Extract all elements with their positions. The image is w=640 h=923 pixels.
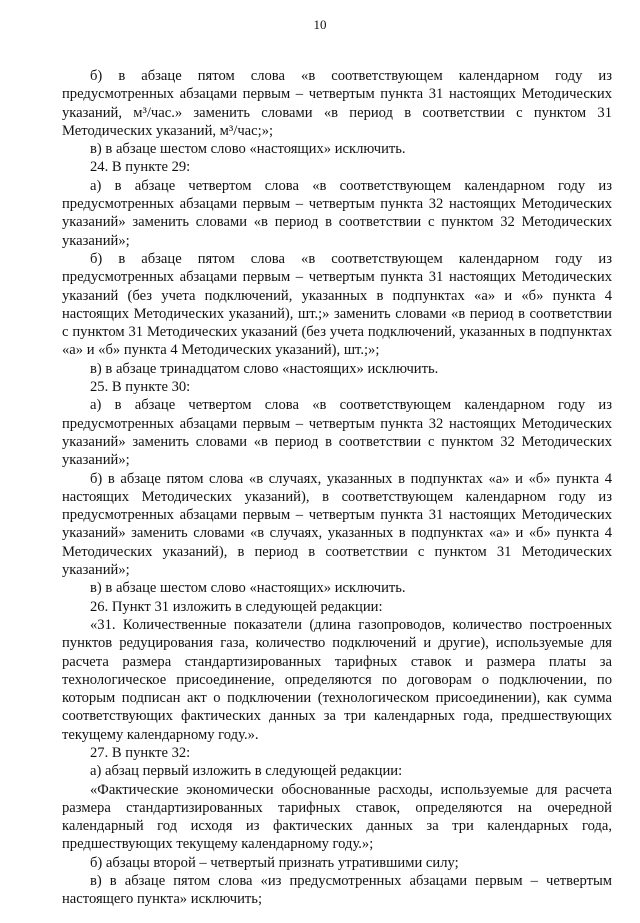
paragraph-25a: а) в абзаце четвертом слова «в соответствующем календарном году из предусмотренных абзацами первым – четвертым пункта 32 настоящих Методических указаний» заменить словами «в период в соответствии с пунктом 32 Методических указаний»;: [62, 397, 612, 469]
paragraph-24b: б) в абзаце пятом слова «в соответствующем календарном году из предусмотренных абзацами первым – четвертым пункта 31 настоящих Методических указаний (без учета подключений, указанных в подпунктах «а» и «б» пункта 4 настоящих Методических указаний), шт.;» заменить словами «в период в соответствии с пунктом 31 Методических указаний (без учета подключений, указанных в подпунктах «а» и «б» пункта 4 Методических указаний), шт.;»;: [62, 250, 612, 359]
document-body: [62, 67, 612, 909]
paragraph-27v: в) в абзаце пятом слова «из предусмотренных абзацами первым – четвертым настоящего пункта» исключить;: [62, 873, 612, 908]
paragraph-25v: в) в абзаце шестом слово «настоящих» исключить.: [90, 580, 406, 597]
paragraph-27b: б) абзацы второй – четвертый признать утратившими силу;: [90, 854, 459, 871]
paragraph-2: в) в абзаце шестом слово «настоящих» исключить.: [90, 141, 406, 158]
section-heading-27: 27. В пункте 32:: [90, 744, 191, 761]
page-number: 10: [313, 17, 327, 32]
section-heading-24: 24. В пункте 29:: [90, 159, 191, 176]
paragraph-26-text: «31. Количественные показатели (длина газопроводов, количество построенных пунктов редуцирования газа, количество подключений и другие), используемые для расчета размера стандартизированных тарифных ставок и размера платы за технологическое присоединение, определяются по договорам о подключении, по которым подписан акт о подключении (технологическом присоединении), как сумма соответствующих фактических данных за три календарных года, предшествующих текущему календарному году.».: [62, 616, 612, 743]
paragraph-24v: в) в абзаце тринадцатом слово «настоящих» исключить.: [90, 360, 439, 377]
paragraph-24a: а) в абзаце четвертом слова «в соответствующем календарном году из предусмотренных абзацами первым – четвертым пункта 32 настоящих Методических указаний» заменить словами «в период в соответствии с пунктом 32 Методических указаний»;: [62, 177, 612, 249]
paragraph-1: б) в абзаце пятом слова «в соответствующем календарном году из предусмотренных абзацами первым – четвертым пункта 31 настоящих Методических указаний, м³/час.» заменить словами «в период в соответствии с пунктом 31 Методических указаний, м³/час;»;: [62, 68, 612, 139]
section-heading-25: 25. В пункте 30:: [90, 379, 191, 396]
paragraph-27a: а) абзац первый изложить в следующей редакции:: [90, 763, 403, 780]
section-heading-26: 26. Пункт 31 изложить в следующей редакции:: [90, 598, 383, 615]
paragraph-25b: б) в абзаце пятом слова «в случаях, указанных в подпунктах «а» и «б» пункта 4 настоящих Методических указаний), в соответствующем календарном году из предусмотренных абзацами первым – четвертым пункта 31 настоящих Методических указаний» заменить словами «в случаях, указанных в подпунктах «а» и «б» пункта 4 Методических указаний), в период в соответствии с пунктом 31 Методических указаний»;: [62, 470, 612, 579]
paragraph-27a-text: «Фактические экономически обоснованные расходы, используемые для расчета размера стандартизированных тарифных ставок, определяются на очередной календарный год исходя из фактических данных за три календарных года, предшествующих текущему календарному году.»;: [62, 781, 612, 853]
